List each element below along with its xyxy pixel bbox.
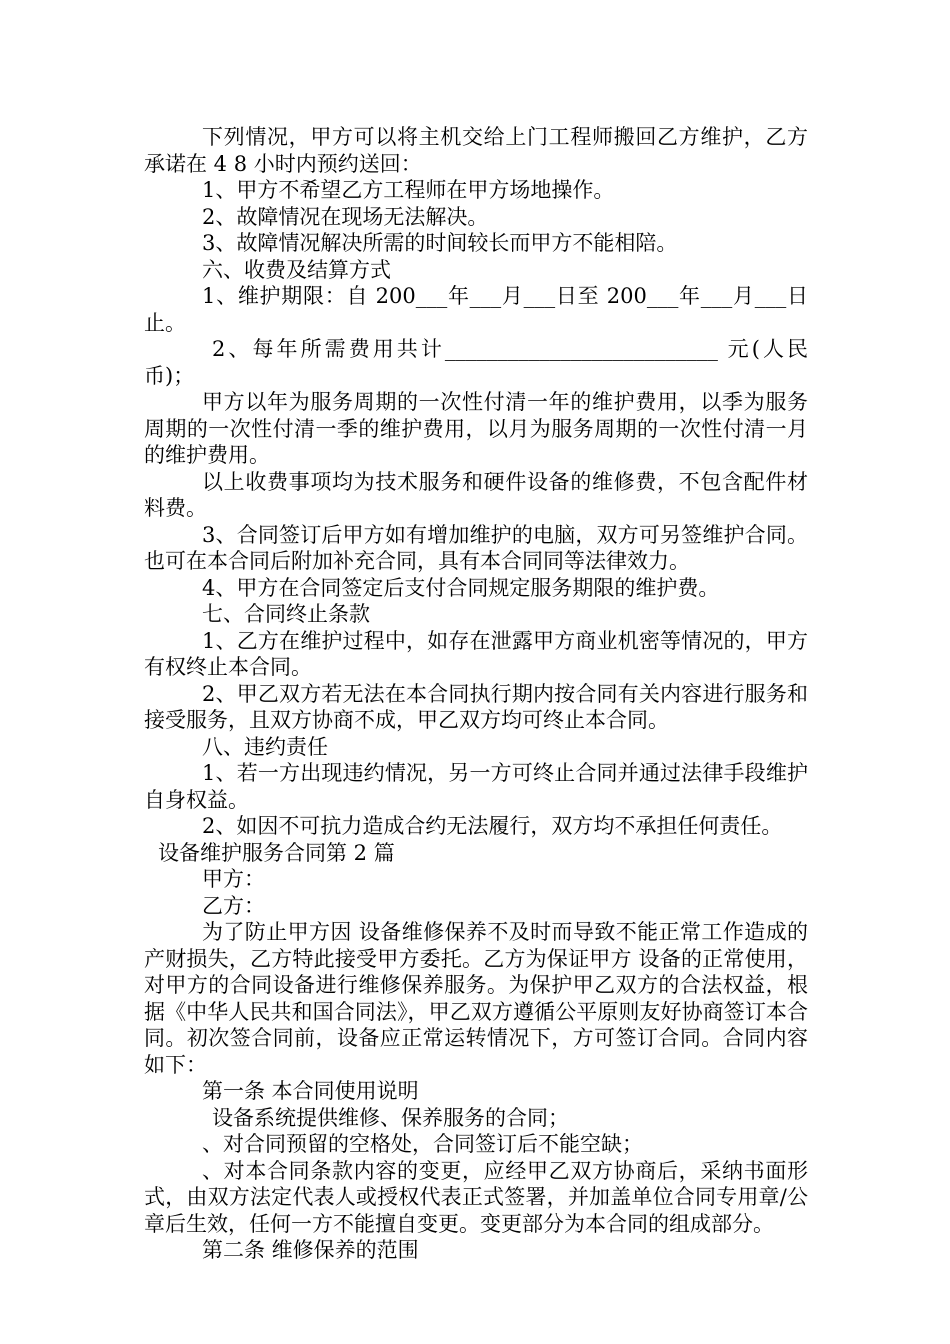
article-1-item-a: 设备系统提供维修、保养服务的合同；: [212, 1105, 569, 1130]
clause-maintenance-period: 1、维护期限：自 200___年___月___日至 200___年___月___日止。: [144, 284, 808, 335]
paragraph-intro: 下列情况，甲方可以将主机交给上门工程师搬回乙方维护，乙方承诺在 4 8 小时内预约送回：: [144, 125, 808, 176]
clause-termination-1: 1、乙方在维护过程中，如存在泄露甲方商业机密等情况的，甲方有权终止本合同。: [144, 628, 808, 679]
clause-breach-1: 1、若一方出现违约情况，另一方可终止合同并通过法律手段维护自身权益。: [144, 761, 808, 812]
clause-payment: 4、甲方在合同签定后支付合同规定服务期限的维护费。: [202, 575, 720, 600]
section-heading-6: 六、收费及结算方式: [202, 257, 391, 282]
clause-additional-contract: 3、合同签订后甲方如有增加维护的电脑，双方可另签维护合同。也可在本合同后附加补充合同，具有本合同同等法律效力。: [144, 522, 808, 573]
clause-annual-fee: 2、每年所需费用共计__________________________ 元(人民币)；: [144, 337, 808, 388]
list-item-2: 2、故障情况在现场无法解决。: [202, 204, 489, 229]
section-heading-8: 八、违约责任: [202, 734, 328, 759]
paragraph-fee-scope: 以上收费事项均为技术服务和硬件设备的维修费，不包含配件材料费。: [144, 469, 808, 520]
document-title-part-2: 设备维护服务合同第 2 篇: [158, 840, 395, 865]
article-2-heading: 第二条 维修保养的范围: [202, 1238, 419, 1262]
section-heading-7: 七、合同终止条款: [202, 602, 370, 626]
paragraph-preamble: 为了防止甲方因 设备维修保养不及时而导致不能正常工作造成的产财损失，乙方特此接受甲方委托。乙方为保证甲方 设备的正常使用，对甲方的合同设备进行维修保养服务。为保护甲乙双方的合法权益，根据《中华人民共和国合同法》，甲乙双方遵循公平原则友好协商签订本合同。初次签合同前，设备应正常运转情况下，方可签订合同。合同内容如下：: [144, 920, 808, 1077]
paragraph-payment-cycle: 甲方以年为服务周期的一次性付清一年的维护费用，以季为服务周期的一次性付清一季的维护费用，以月为服务周期的一次性付清一月的维护费用。: [144, 390, 808, 467]
list-item-1: 1、甲方不希望乙方工程师在甲方场地操作。: [202, 178, 615, 202]
party-b-label: 乙方：: [202, 893, 265, 918]
list-item-3: 3、故障情况解决所需的时间较长而甲方不能相陪。: [202, 231, 678, 255]
article-1-heading: 第一条 本合同使用说明: [202, 1079, 419, 1103]
clause-termination-2: 2、甲乙双方若无法在本合同执行期内按合同有关内容进行服务和接受服务，且双方协商不成，甲乙双方均可终止本合同。: [144, 681, 808, 732]
article-1-item-c: 、对本合同条款内容的变更，应经甲乙双方协商后，采纳书面形式，由双方法定代表人或授权代表正式签署，并加盖单位合同专用章/公章后生效，任何一方不能擅自变更。变更部分为本合同的组成部分。: [144, 1158, 808, 1236]
party-a-label: 甲方：: [202, 867, 265, 891]
document-body: [144, 124, 808, 1264]
clause-breach-2: 2、如因不可抗力造成合约无法履行，双方均不承担任何责任。: [202, 814, 783, 838]
article-1-item-b: 、对合同预留的空格处，合同签订后不能空缺；: [202, 1132, 643, 1156]
